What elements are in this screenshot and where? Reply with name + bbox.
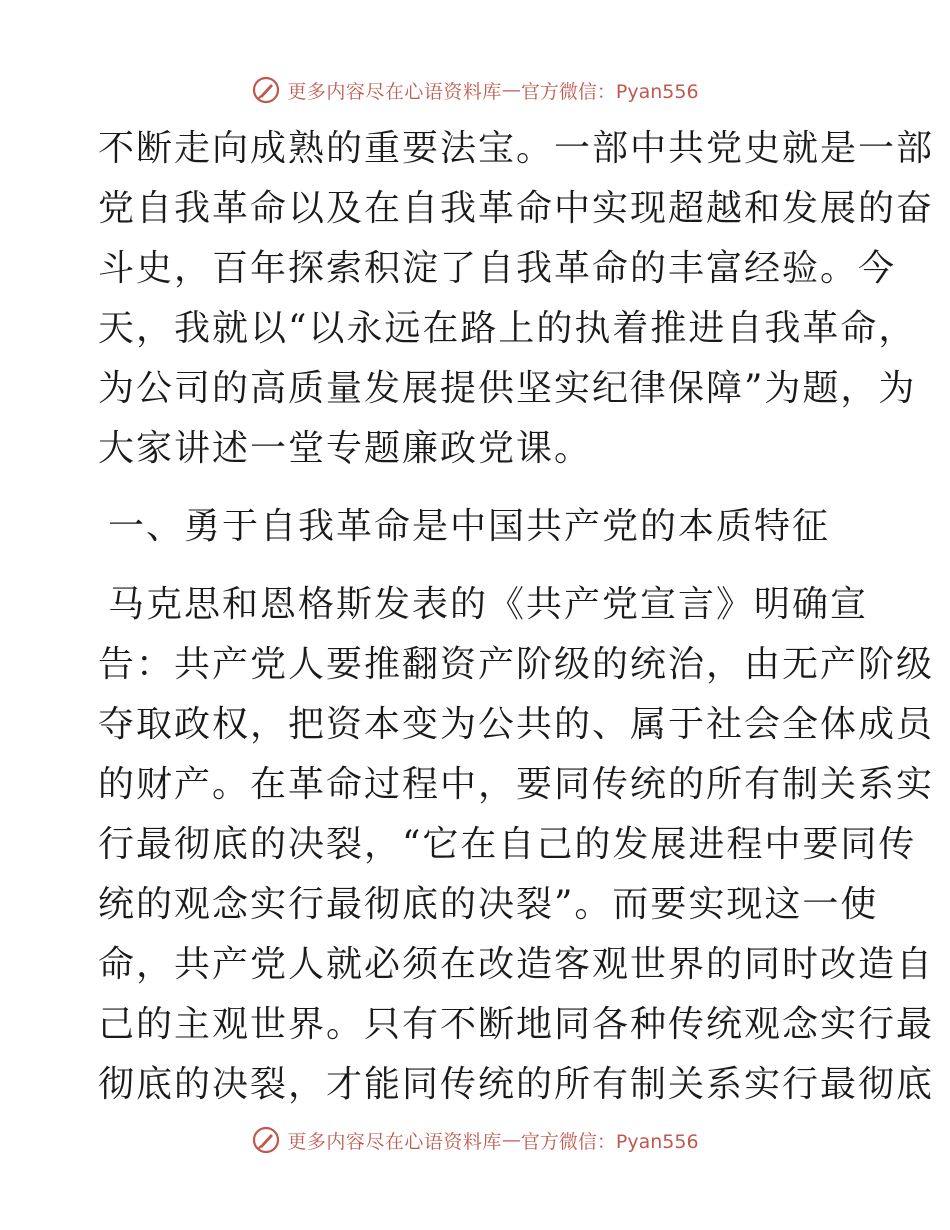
- paragraph-2: [98, 582, 935, 1122]
- paragraph-line: 命，共产党人就必须在改造客观世界的同时改造自: [98, 944, 935, 985]
- banner-separator: —: [501, 79, 521, 101]
- paragraph-line: 己的主观世界。只有不断地同各种传统观念实行最: [98, 1004, 935, 1045]
- paragraph-line: 马克思和恩格斯发表的《共产党宣言》明确宣: [108, 584, 869, 625]
- promo-text: 更多内容尽在心语资料库: [287, 1130, 502, 1153]
- paragraph-line: 为公司的高质量发展提供坚实纪律保障”为题，为: [98, 368, 917, 409]
- section-heading: 一、勇于自我革命是中国共产党的本质特征: [108, 506, 831, 547]
- header-banner: [0, 70, 950, 110]
- wechat-id-text: 官方微信：Pyan556: [520, 1130, 699, 1153]
- banner-separator: —: [501, 1129, 521, 1151]
- paragraph-line: 告：共产党人要推翻资产阶级的统治，由无产阶级: [98, 644, 935, 685]
- quill-circle-logo-icon: [251, 1125, 281, 1155]
- quill-circle-logo-icon: [251, 75, 281, 105]
- paragraph-line: 斗史，百年探索积淀了自我革命的丰富经验。今: [98, 248, 897, 289]
- footer-banner: [0, 1120, 950, 1160]
- document-body: [98, 126, 935, 1122]
- paragraph-line: 彻底的决裂，才能同传统的所有制关系实行最彻底: [98, 1064, 935, 1105]
- paragraph-line: 党自我革命以及在自我革命中实现超越和发展的奋: [98, 188, 935, 229]
- paragraph-1: [98, 126, 935, 486]
- paragraph-line: 大家讲述一堂专题廉政党课。: [98, 428, 593, 469]
- paragraph-line: 天，我就以“以永远在路上的执着推进自我革命，: [98, 308, 917, 349]
- promo-text: 更多内容尽在心语资料库: [287, 80, 502, 103]
- paragraph-line: 行最彻底的决裂，“它在自己的发展进程中要同传: [98, 824, 917, 865]
- paragraph-line: 夺取政权，把资本变为公共的、属于社会全体成员: [98, 704, 935, 745]
- paragraph-line: 的财产。在革命过程中，要同传统的所有制关系实: [98, 764, 935, 805]
- wechat-id-text: 官方微信：Pyan556: [520, 80, 699, 103]
- paragraph-line: 统的观念实行最彻底的决裂”。而要实现这一使: [98, 884, 879, 925]
- paragraph-line: 不断走向成熟的重要法宝。一部中共党史就是一部: [98, 128, 935, 169]
